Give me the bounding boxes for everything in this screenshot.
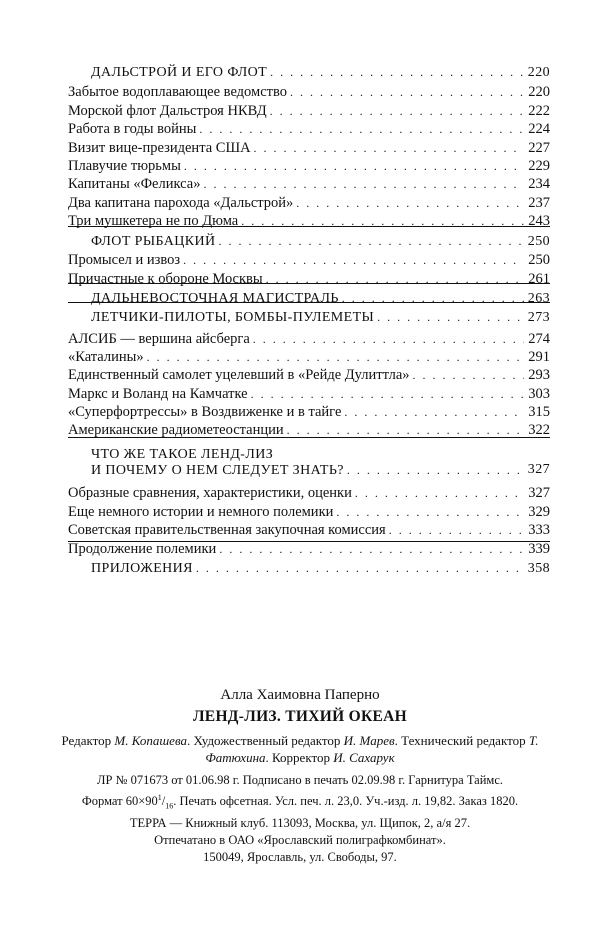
toc-page-number: 339 (528, 541, 550, 557)
format-sup: 1 (157, 793, 162, 802)
toc-entry-title: Единственный самолет уцелевший в «Рейде Дулиттла» (68, 367, 410, 383)
toc-entry (68, 421, 550, 439)
toc-section-heading (68, 308, 550, 327)
toc-leader-dots (344, 403, 524, 421)
toc-entry-title: Образные сравнения, характеристики, оценки (68, 485, 352, 501)
art-editor-label: . Художественный редактор (187, 733, 344, 748)
toc-page-number: 224 (528, 121, 550, 137)
tech-editor-label: . Технический редактор (394, 733, 529, 748)
toc-entry (68, 503, 550, 521)
toc-page-number: 315 (528, 404, 550, 420)
toc-heading-line-2: И ПОЧЕМУ О НЕМ СЛЕДУЕТ ЗНАТЬ? (91, 463, 344, 478)
toc-leader-dots (147, 348, 525, 366)
toc-page-number: 222 (528, 103, 550, 119)
imprint-line-license: ЛР № 071673 от 01.06.98 г. Подписано в печать 02.09.98 г. Гарнитура Таймс. (96, 773, 504, 787)
imprint-line-address: 150049, Ярославль, ул. Свободы, 97. (203, 849, 397, 864)
toc-entry (68, 330, 550, 348)
toc-leader-dots (199, 120, 524, 138)
toc-entry (68, 194, 550, 212)
toc-page-number: 327 (528, 485, 550, 501)
toc-entry-title: Еще немного истории и немного полемики (68, 504, 334, 520)
editor-name: М. Копашева (114, 733, 188, 748)
toc-entry (68, 366, 550, 384)
toc-entry-title: ДАЛЬНЕВОСТОЧНАЯ МАГИСТРАЛЬ (91, 291, 339, 306)
toc-page-number: 243 (528, 213, 550, 229)
toc-leader-dots (287, 421, 525, 439)
toc-entry (68, 83, 550, 101)
toc-entry-title: ДАЛЬСТРОЙ И ЕГО ФЛОТ (91, 65, 268, 80)
toc-page-number: 329 (528, 504, 550, 520)
toc-leader-dots (219, 540, 524, 558)
imprint (0, 772, 600, 866)
toc-page-number: 358 (527, 561, 550, 576)
toc-section-heading (68, 447, 550, 479)
toc-leader-dots (184, 157, 524, 175)
format-details: . Печать офсетная. Усл. печ. л. 23,0. Уч.-изд. л. 19,82. Заказ 1820. (173, 794, 519, 809)
toc-entry-title: «Суперфортрессы» в Воздвиженке и в тайге (68, 404, 342, 420)
toc-leader-dots (347, 461, 524, 479)
toc-entry-title: ЛЕТЧИКИ-ПИЛОТЫ, БОМБЫ-ПУЛЕМЕТЫ (91, 310, 375, 325)
toc-entry-title: Визит вице-президента США (68, 140, 251, 156)
toc-entry (68, 212, 550, 230)
editor-label: Редактор (61, 733, 115, 748)
toc-page-number: 229 (528, 158, 550, 174)
toc-page-number: 327 (527, 462, 550, 477)
toc-entry-title: Два капитана парохода «Дальстрой» (68, 195, 294, 211)
toc-entry-title: Три мушкетера не по Дюма (68, 213, 239, 229)
toc-entry-title: Работа в годы войны (68, 121, 197, 137)
toc-entry (68, 139, 550, 157)
toc-entry (68, 157, 550, 175)
toc-entry (68, 251, 550, 269)
toc-entry-title: Маркс и Воланд на Камчатке (68, 386, 248, 402)
toc-page-number: 322 (528, 422, 550, 438)
toc-leader-dots (413, 366, 525, 384)
toc-leader-dots (253, 330, 524, 348)
toc-leader-dots (389, 521, 525, 539)
toc-page-number: 293 (528, 367, 550, 383)
toc-entry (68, 484, 550, 502)
imprint-line-printer: Отпечатано в ОАО «Ярославский полиграфкомбинат». (154, 832, 446, 847)
toc-page-number: 227 (528, 140, 550, 156)
toc-entry-title: Советская правительственная закупочная комиссия (68, 522, 386, 538)
toc-leader-dots (270, 63, 524, 81)
toc-page-number: 333 (528, 522, 550, 538)
toc-entry (68, 120, 550, 138)
toc-leader-dots (290, 83, 524, 101)
imprint-line-format (0, 789, 600, 815)
toc-leader-dots (355, 484, 524, 502)
toc-entry (68, 348, 550, 366)
toc-entry-title: Причастные к обороне Москвы (68, 271, 263, 287)
toc-page-number: 263 (527, 291, 550, 306)
toc-leader-dots (377, 308, 524, 326)
toc-entry-title: Американские радиометеостанции (68, 422, 284, 438)
toc-entry (68, 175, 550, 193)
toc-entry-title (68, 447, 344, 479)
toc-page-number: 234 (528, 176, 550, 192)
toc-leader-dots (266, 270, 525, 288)
toc-leader-dots (219, 232, 524, 250)
toc-entry-title: Плавучие тюрьмы (68, 158, 181, 174)
editors-credits (60, 732, 540, 766)
toc-leader-dots (342, 289, 524, 307)
corrector-name: И. Сахарук (333, 750, 395, 765)
toc-leader-dots (196, 559, 524, 577)
toc-page-number: 250 (527, 234, 550, 249)
toc-leader-dots (270, 102, 525, 120)
format-sub: 16 (165, 801, 174, 811)
toc-entry-title: «Каталины» (68, 349, 144, 365)
toc-entry-title: Капитаны «Феликса» (68, 176, 201, 192)
book-title: ЛЕНД-ЛИЗ. ТИХИЙ ОКЕАН (192, 708, 408, 725)
toc-heading-line-1: ЧТО ЖЕ ТАКОЕ ЛЕНД-ЛИЗ (91, 447, 274, 462)
toc-page-number: 274 (528, 331, 550, 347)
toc-leader-dots (203, 175, 524, 193)
toc-entry (68, 385, 550, 403)
toc-page-number: 273 (527, 310, 550, 325)
colophon (0, 686, 600, 866)
toc-entry-title: ПРИЛОЖЕНИЯ (91, 561, 193, 576)
toc-leader-dots (241, 212, 524, 230)
toc-entry-title: Морской флот Дальстроя НКВД (68, 103, 267, 119)
toc-entry-title: Продолжение полемики (68, 541, 217, 557)
toc-section-heading (68, 559, 550, 578)
corrector-label: . Корректор (265, 750, 334, 765)
toc-leader-dots (251, 385, 525, 403)
toc-entry-title: Промысел и извоз (68, 252, 181, 268)
toc-section-heading (68, 289, 550, 308)
format-label: Формат 60×90 (81, 794, 158, 809)
tech-editor-name: Т. Фатюхина (205, 733, 539, 765)
toc-entry (68, 540, 550, 558)
toc-entry-title: ФЛОТ РЫБАЦКИЙ (91, 234, 216, 249)
toc-leader-dots (296, 194, 524, 212)
toc-leader-dots (336, 503, 524, 521)
toc-entry (68, 270, 550, 288)
toc-entry (68, 403, 550, 421)
toc-page-number: 220 (528, 84, 550, 100)
format-slash: / (161, 794, 166, 809)
toc-section-heading (68, 63, 550, 82)
toc-page-number: 250 (528, 252, 550, 268)
toc-section-heading (68, 232, 550, 251)
toc-page-number: 237 (528, 195, 550, 211)
toc-page-number: 261 (528, 271, 550, 287)
toc-entry-title: АЛСИБ — вершина айсберга (68, 331, 250, 347)
toc-leader-dots (254, 139, 525, 157)
toc-page-number: 303 (528, 386, 550, 402)
toc-entry (68, 102, 550, 120)
toc-page-number: 220 (527, 65, 550, 80)
toc-leader-dots (183, 251, 524, 269)
art-editor-name: И. Марев (343, 733, 395, 748)
toc-entry-title: Забытое водоплавающее ведомство (68, 84, 287, 100)
imprint-line-publisher: ТЕРРА — Книжный клуб. 113093, Москва, ул. Щипок, 2, а/я 27. (129, 815, 471, 830)
toc-entry (68, 521, 550, 539)
author-name: Алла Хаимовна Паперно (220, 687, 380, 703)
toc-page-number: 291 (528, 349, 550, 365)
